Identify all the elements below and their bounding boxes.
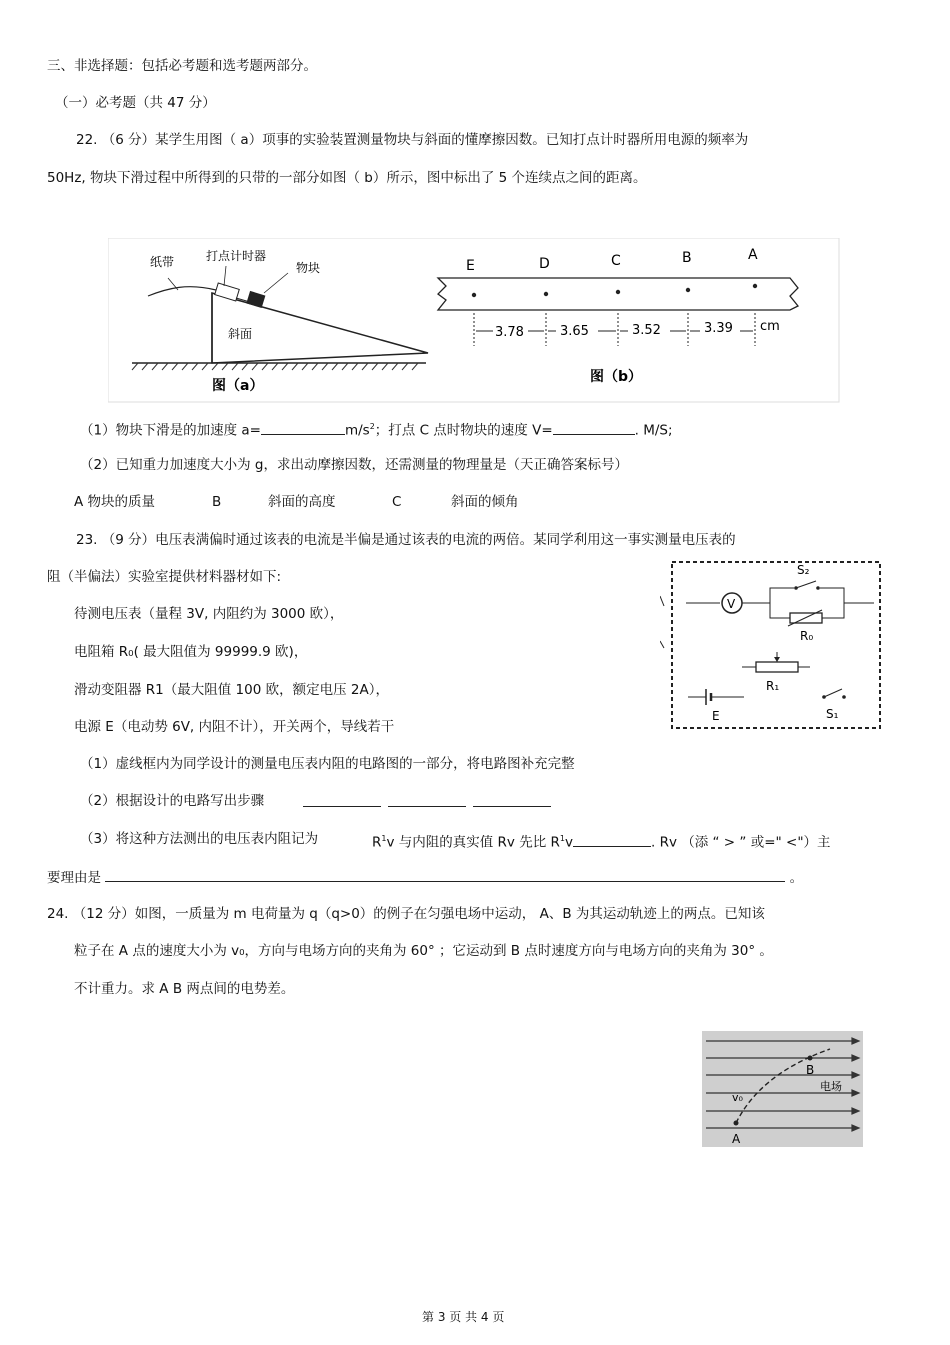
q22-option-c-text: 斜面的倾角	[451, 494, 519, 510]
switch1-label: S₁	[826, 707, 839, 721]
q23-reason-end: 。	[789, 870, 804, 886]
q23-sub3-text-c: v 与内阻的真实值 Rv 先比 R	[386, 834, 560, 851]
q23-text-line2: 阻（半偏法）实验室提供材料器材如下:	[47, 569, 282, 585]
q22-sub1	[80, 418, 673, 440]
q22-figure	[108, 238, 840, 403]
distance-ED: 3.78	[495, 325, 524, 340]
q22-option-a: A 物块的质量	[74, 494, 156, 510]
page-footer: 第 3 页 共 4 页	[422, 1310, 505, 1324]
q23-sub1: （1）虚线框内为同学设计的测量电压表内阻的电路图的一部分，将电路图补充完整	[80, 756, 575, 772]
q22-option-c-letter: C	[392, 494, 402, 510]
q22-text-line1: 22. （6 分）某学生用图（ a）项事的实验装置测量物块与斜面的懂摩擦因数。已知打点计时器所用电源的频率为	[76, 132, 749, 148]
q23-reason-label: 要理由是	[47, 870, 101, 886]
answer-blank-reason[interactable]	[105, 868, 785, 882]
q22-sub1-text-a: （1）物块下滑是的加速度 a=	[80, 422, 261, 439]
q22-option-b-text: 斜面的高度	[268, 494, 336, 510]
label-block: 物块	[296, 261, 321, 275]
q23-item-rheostat: 滑动变阻器 R1（最大阻值 100 欧，额定电压 2A），	[74, 682, 389, 698]
q24-text-line3: 不计重力。求 A B 两点间的电势差。	[74, 981, 295, 997]
label-paper-tape: 纸带	[150, 255, 175, 269]
velocity-label: v₀	[732, 1091, 743, 1104]
caption-fig-b: 图（b）	[590, 369, 643, 385]
caption-fig-a: 图（a）	[212, 378, 264, 394]
distance-CB: 3.52	[632, 323, 661, 338]
point-E: E	[466, 258, 475, 274]
q22-text-line2: 50Hz, 物块下滑过程中所得到的只带的一部分如图（ b）所示，图中标出了 5 个连续点之间的距离。	[47, 170, 647, 186]
point-B-label: B	[806, 1063, 815, 1077]
q23-item-voltmeter: 待测电压表（量程 3V, 内阻约为 3000 欧），	[74, 606, 344, 622]
field-label: 电场	[820, 1080, 842, 1093]
point-B: B	[682, 250, 692, 266]
q22-option-b-letter: B	[212, 494, 222, 510]
distance-BA: 3.39	[704, 321, 733, 336]
q22-sub1-unit: m/s	[344, 422, 370, 439]
q22-sub1-sup: 2	[369, 422, 375, 431]
switch2-label: S₂	[797, 563, 810, 577]
point-A-label: A	[732, 1132, 741, 1146]
q23-text-line1: 23. （9 分）电压表满偏时通过该表的电流是半偏是通过该表的电流的两倍。某同学利用这一事实测量电压表的	[76, 532, 736, 548]
answer-blank-velocity[interactable]	[553, 421, 635, 435]
q23-sub2	[80, 792, 264, 810]
q24-text-line1: 24. （12 分）如图，一质量为 m 电荷量为 q（q>0）的例子在匀强电场中运动， A、B 为其运动轨迹上的两点。已知该	[47, 906, 765, 922]
resistance-box-label: R₀	[800, 629, 814, 643]
q23-sub2-text: （2）根据设计的电路写出步骤	[80, 793, 265, 809]
answer-blank-step2[interactable]	[388, 793, 466, 807]
point-C: C	[611, 253, 621, 269]
section-heading: 三、非选择题：包括必考题和选考题两部分。	[47, 58, 317, 74]
answer-blank-step3[interactable]	[473, 793, 551, 807]
q23-item-power: 电源 E（电动势 6V, 内阻不计），开关两个，导线若干	[74, 719, 395, 735]
label-slope: 斜面	[228, 327, 253, 341]
q24-field-figure	[702, 1031, 864, 1148]
answer-blank-acceleration[interactable]	[261, 421, 345, 435]
q23-sub3-b	[372, 830, 831, 852]
section-subheading: （一）必考题（共 47 分）	[55, 95, 216, 111]
answer-blank-step1[interactable]	[303, 793, 381, 807]
source-label: E	[712, 709, 720, 723]
q23-sub3-a: （3）将这种方法测出的电压表内阻记为	[80, 831, 319, 847]
q23-circuit-figure	[660, 556, 903, 742]
q23-item-resistance-box: 电阻箱 R₀( 最大阻值为 99999.9 欧)，	[74, 644, 308, 660]
q23-sub3-text-d: v	[564, 834, 573, 851]
q23-sub3-r: R	[372, 834, 382, 851]
rheostat-label: R₁	[766, 679, 780, 693]
q23-sub3-sup1: 1	[381, 834, 387, 843]
voltmeter-label: V	[727, 597, 736, 611]
q22-sub2: （2）已知重力加速度大小为 g，求出动摩擦因数，还需测量的物理量是（天正确答案标号）	[80, 457, 628, 473]
q22-sub1-text-c: ；打点 C 点时物块的速度 V=	[374, 422, 553, 439]
q24-text-line2: 粒子在 A 点的速度大小为 v₀，方向与电场方向的夹角为 60° ；它运动到 B 点时速度方向与电场方向的夹角为 30° 。	[74, 943, 773, 959]
answer-blank-compare[interactable]	[573, 833, 651, 847]
q23-sub3-text-e: . Rv （添 “ > ” 或=" <"）主	[650, 834, 831, 851]
point-D: D	[539, 256, 550, 272]
q23-reason	[47, 868, 803, 887]
distance-DC: 3.65	[560, 324, 589, 339]
distance-unit: cm	[760, 319, 780, 334]
label-timer: 打点计时器	[206, 249, 267, 263]
q23-sub3-sup2: 1	[559, 834, 565, 843]
point-A: A	[748, 247, 758, 263]
q22-sub1-text-d: . M/S;	[634, 422, 673, 439]
